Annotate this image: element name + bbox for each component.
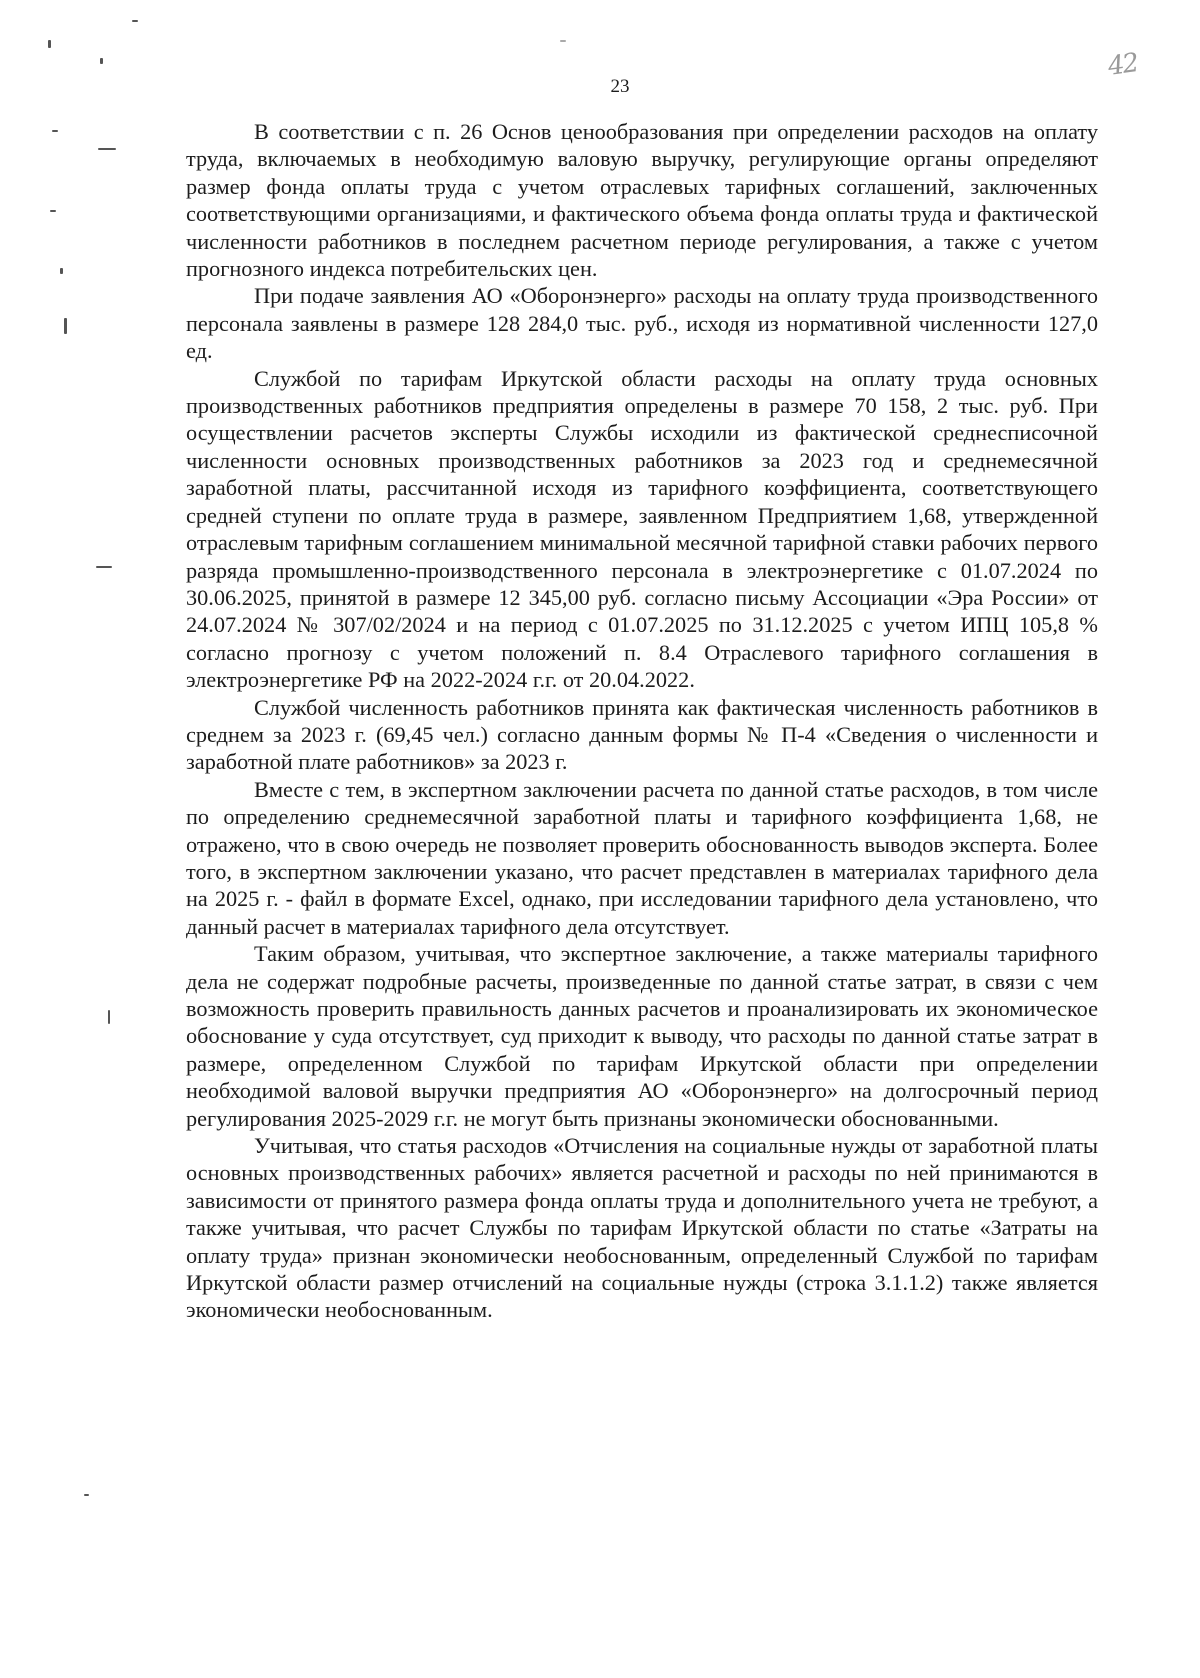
scan-artifact xyxy=(52,130,58,132)
page-number: 23 xyxy=(610,76,630,97)
paragraph: Таким образом, учитывая, что экспертное заключение, а также материалы тарифного дела не содержат подробные расчеты, произведенные по данной статье затрат, в связи с чем возможность проверить правильность данных расчетов и проанализировать их экономическое обоснование у суда отсутствует, суд приходит к выводу, что расходы по данной статье затрат в размере, определенном Службой по тарифам Иркутской области при определении необходимой валовой выручки предприятия АО «Оборонэнерго» на долгосрочный период регулирования 2025-2029 г.г. не могут быть признаны экономически обоснованными. xyxy=(186,941,1098,1131)
scan-artifact xyxy=(132,20,138,22)
document-body xyxy=(186,118,1098,1324)
scan-artifact xyxy=(50,210,56,212)
scan-artifact xyxy=(96,566,112,568)
scan-artifact xyxy=(64,318,67,334)
paragraph: Службой по тарифам Иркутской области расходы на оплату труда основных производственных работников предприятия определены в размере 70 158, 2 тыс. руб. При осуществлении расчетов эксперты Службы исходили из фактической среднесписочной численности основных производственных работников за 2023 год и среднемесячной заработной платы, рассчитанной исходя из тарифного коэффициента, соответствующего средней ступени по оплате труда в размере, заявленном Предприятием 1,68, утвержденной отраслевым тарифным соглашением минимальной месячной тарифной ставки рабочих первого разряда промышленно-производственного персонала в электроэнергетике с 01.07.2024 по 30.06.2025, принятой в размере 12 345,00 руб. согласно письму Ассоциации «Эра России» от 24.07.2024 № 307/02/2024 и на период с 01.07.2025 по 31.12.2025 с учетом ИПЦ 105,8 % согласно прогнозу с учетом положений п. 8.4 Отраслевого тарифного соглашения в электроэнергетике РФ на 2022-2024 г.г. от 20.04.2022. xyxy=(186,365,1098,693)
paragraph: Службой численность работников принята как фактическая численность работников в среднем за 2023 г. (69,45 чел.) согласно данным формы № П-4 «Сведения о численности и заработной плате работников» за 2023 г. xyxy=(186,694,1098,775)
scan-artifact xyxy=(108,1010,110,1024)
scan-artifact xyxy=(60,268,63,274)
scan-artifact xyxy=(560,40,566,42)
scan-artifact xyxy=(98,148,116,150)
handwritten-page-mark: 42 xyxy=(1106,48,1140,82)
paragraph: Вместе с тем, в экспертном заключении расчета по данной статье расходов, в том числе по определению среднемесячной заработной платы и тарифного коэффициента 1,68, не отражено, что в свою очередь не позволяет проверить обоснованность выводов эксперта. Более того, в экспертном заключении указано, что расчет представлен в материалах тарифного дела на 2025 г. - файл в формате Excel, однако, при исследовании тарифного дела установлено, что данный расчет в материалах тарифного дела отсутствует. xyxy=(186,776,1098,939)
paragraph: При подаче заявления АО «Оборонэнерго» расходы на оплату труда производственного персонала заявлены в размере 128 284,0 тыс. руб., исходя из нормативной численности 127,0 ед. xyxy=(186,283,1098,364)
scan-artifact xyxy=(100,58,103,64)
scan-artifact xyxy=(48,40,51,48)
paragraph: Учитывая, что статья расходов «Отчисления на социальные нужды от заработной платы основных производственных рабочих» является расчетной и расходы по ней принимаются в зависимости от принятого размера фонда оплаты труда и дополнительного учета не требуют, а также учитывая, что расчет Службы по тарифам Иркутской области по статье «Затраты на оплату труда» признан экономически необоснованным, определенный Службой по тарифам Иркутской области размер отчислений на социальные нужды (строка 3.1.1.2) также является экономически необоснованным. xyxy=(186,1133,1098,1323)
paragraph: В соответствии с п. 26 Основ ценообразования при определении расходов на оплату труда, включаемых в необходимую валовую выручку, регулирующие органы определяют размер фонда оплаты труда с учетом отраслевых тарифных соглашений, заключенных соответствующими организациями, и фактического объема фонда оплаты труда и фактической численности работников в последнем расчетном периоде регулирования, а также с учетом прогнозного индекса потребительских цен. xyxy=(186,119,1098,282)
scan-artifact xyxy=(84,1494,89,1496)
